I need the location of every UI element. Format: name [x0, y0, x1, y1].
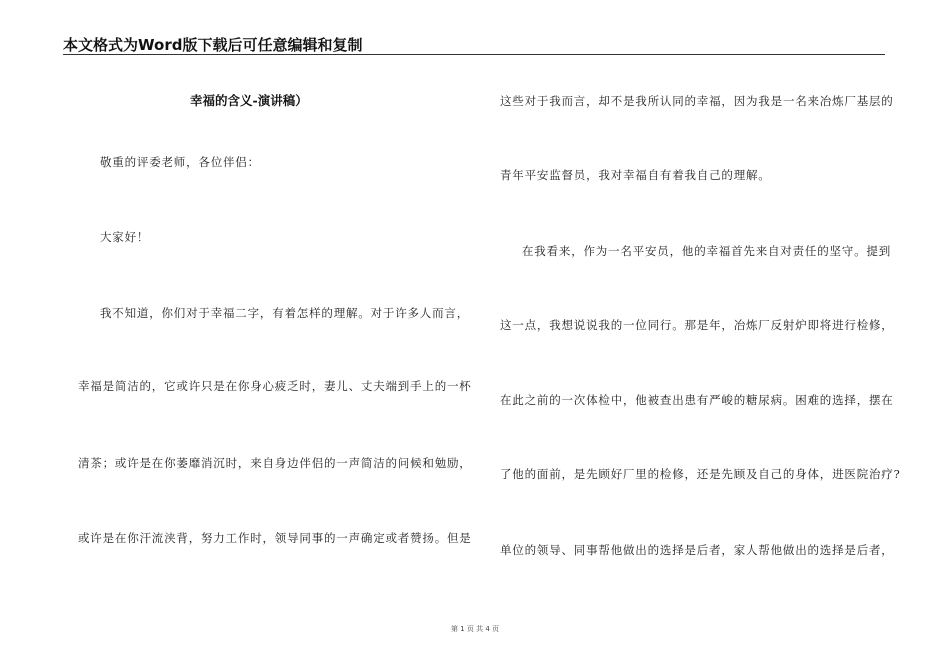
- right-paragraph-line: 这一点，我想说说我的一位同行。那是年，冶炼厂反射炉即将进行检修，: [500, 318, 894, 332]
- left-paragraph-line: 或许是在你汗流浃背，努力工作时，领导同事的一声确定或者赞扬。但是: [78, 531, 472, 545]
- left-paragraph-line: 敬重的评委老师，各位伴侣：: [100, 155, 260, 169]
- left-paragraph-line: 幸福是简洁的，它或许只是在你身心疲乏时，妻儿、丈夫端到手上的一杯: [78, 379, 472, 393]
- right-paragraph-line: 在此之前的一次体检中，他被查出患有严峻的糖尿病。困难的选择，摆在: [500, 393, 894, 407]
- right-paragraph-line: 青年平安监督员，我对幸福自有着我自己的理解。: [500, 168, 771, 182]
- page-footer: 第 1 页 共 4 页: [450, 625, 500, 633]
- right-paragraph-line: 单位的领导、同事帮他做出的选择是后者，家人帮他做出的选择是后者，: [500, 543, 894, 557]
- right-paragraph-line: 在我看来，作为一名平安员，他的幸福首先来自对责任的坚守。提到: [522, 244, 891, 258]
- right-paragraph-line: 了他的面前，是先顾好厂里的检修，还是先顾及自己的身体，进医院治疗?: [500, 467, 901, 481]
- left-paragraph-line: 大家好！: [100, 230, 150, 244]
- header-text: 本文格式为Word版下载后可任意编辑和复制: [63, 36, 363, 54]
- left-paragraph-line: 清茶；或许是在你萎靡消沉时，来自身边伴侣的一声简洁的问候和勉励，: [78, 456, 472, 470]
- left-paragraph-line: 我不知道，你们对于幸福二字，有着怎样的理解。对于许多人而言，: [100, 306, 469, 320]
- page-header: [63, 30, 885, 55]
- right-paragraph-line: 这些对于我而言，却不是我所认同的幸福，因为我是一名来冶炼厂基层的: [500, 94, 894, 108]
- document-title: 幸福的含义-演讲稿）: [190, 93, 308, 108]
